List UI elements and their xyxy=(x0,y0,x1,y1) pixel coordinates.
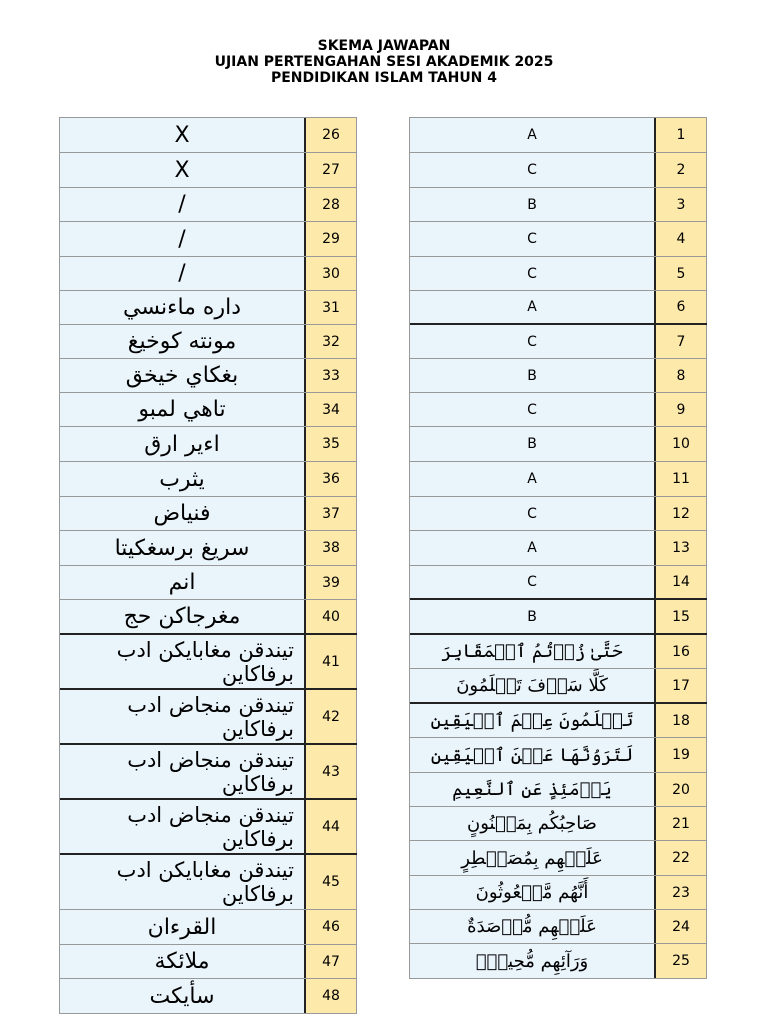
table-row xyxy=(60,979,357,1014)
answer-cell: تيندقن منجاض ادب برفاكاين xyxy=(127,802,294,851)
table-row xyxy=(60,855,357,910)
answer-cell: صَاحِبُكُم بِمَجۡنُونٍ xyxy=(410,807,656,840)
answer-cell: كَلَّا سَوۡفَ تَعۡلَمُونَ xyxy=(410,669,656,702)
table-row xyxy=(410,325,707,359)
answer-cell: B xyxy=(410,600,656,633)
table-row xyxy=(410,566,707,600)
answer-cell: C xyxy=(410,393,656,426)
answer-cell: C xyxy=(410,566,656,598)
table-row xyxy=(410,944,707,979)
question-number: 22 xyxy=(656,841,707,875)
doc-title: SKEMA JAWAPAN xyxy=(317,38,451,54)
table-row xyxy=(410,462,707,497)
answer-cell: B xyxy=(410,359,656,392)
question-number: 33 xyxy=(306,359,357,392)
table-row xyxy=(60,566,357,600)
answer-cell: X xyxy=(60,153,306,187)
answer-cell: A xyxy=(410,531,656,565)
answer-cell: اءير ارق xyxy=(60,427,306,461)
table-row xyxy=(60,531,357,566)
question-number: 48 xyxy=(306,979,357,1013)
table-row xyxy=(410,841,707,876)
question-number: 29 xyxy=(306,222,357,256)
question-number: 36 xyxy=(306,462,357,496)
answer-cell: عَلَيۡهِم بِمُصَيۡطِرٍ xyxy=(410,841,656,875)
question-number: 47 xyxy=(306,945,357,978)
question-number: 43 xyxy=(306,745,357,798)
answer-cell: داره ماءنسي xyxy=(60,291,306,324)
question-number: 30 xyxy=(306,257,357,290)
answer-cell: B xyxy=(410,188,656,221)
question-number: 5 xyxy=(656,257,707,290)
question-number: 19 xyxy=(656,738,707,772)
answer-table-left xyxy=(59,117,357,1014)
question-number: 31 xyxy=(306,291,357,324)
table-row xyxy=(60,291,357,325)
table-row xyxy=(410,188,707,222)
answer-cell: A xyxy=(410,462,656,496)
question-number: 4 xyxy=(656,222,707,256)
question-number: 3 xyxy=(656,188,707,221)
answer-cell: C xyxy=(410,497,656,530)
answer-cell: تَعۡلَمُونَ عِلۡمَ ٱلۡيَقِينِ xyxy=(410,704,656,737)
question-number: 8 xyxy=(656,359,707,392)
answer-cell: C xyxy=(410,257,656,290)
table-row xyxy=(410,773,707,807)
question-number: 15 xyxy=(656,600,707,633)
question-number: 16 xyxy=(656,635,707,668)
question-number: 28 xyxy=(306,188,357,221)
table-row xyxy=(410,635,707,669)
table-row xyxy=(410,600,707,635)
table-row xyxy=(410,222,707,257)
answer-cell: C xyxy=(410,222,656,256)
question-number: 13 xyxy=(656,531,707,565)
question-number: 35 xyxy=(306,427,357,461)
question-number: 21 xyxy=(656,807,707,840)
answer-cell: تاهي لمبو xyxy=(60,393,306,426)
question-number: 2 xyxy=(656,153,707,187)
table-row xyxy=(60,462,357,497)
answer-cell: مغرجاكن حج xyxy=(60,600,306,633)
answer-cell: ملائكة xyxy=(60,945,306,978)
table-row xyxy=(60,497,357,531)
question-number: 24 xyxy=(656,910,707,943)
table-row xyxy=(60,427,357,462)
question-number: 6 xyxy=(656,291,707,323)
table-row xyxy=(410,291,707,325)
answer-cell: أَنَّهُم مَّبۡعُوثُونَ xyxy=(410,876,656,909)
table-row xyxy=(60,393,357,427)
table-row xyxy=(60,153,357,188)
table-row xyxy=(410,118,707,153)
table-row xyxy=(60,188,357,222)
question-number: 42 xyxy=(306,690,357,743)
question-number: 40 xyxy=(306,600,357,633)
table-row xyxy=(410,531,707,566)
answer-cell: انم xyxy=(60,566,306,599)
answer-cell: / xyxy=(60,188,306,221)
table-row xyxy=(410,738,707,773)
answer-cell: A xyxy=(410,291,656,323)
answer-cell: تيندقن منجاض ادب برفاكاين xyxy=(127,692,294,741)
table-row xyxy=(60,359,357,393)
table-row xyxy=(60,635,357,690)
question-number: 12 xyxy=(656,497,707,530)
answer-cell: C xyxy=(410,325,656,358)
question-number: 39 xyxy=(306,566,357,599)
answer-cell: X xyxy=(60,118,306,152)
question-number: 1 xyxy=(656,118,707,152)
table-row xyxy=(410,669,707,704)
table-row xyxy=(410,497,707,531)
question-number: 32 xyxy=(306,325,357,358)
question-number: 10 xyxy=(656,427,707,461)
answer-cell: حَتَّىٰ زُرۡتُمُ ٱلۡمَقَابِرَ xyxy=(410,635,656,668)
answer-table-right xyxy=(409,117,707,979)
table-row xyxy=(60,325,357,359)
answer-cell: يثرب xyxy=(60,462,306,496)
table-row xyxy=(60,745,357,800)
table-row xyxy=(60,222,357,257)
table-row xyxy=(410,427,707,462)
doc-subtitle-exam: UJIAN PERTENGAHAN SESI AKADEMIK 2025 xyxy=(214,54,554,70)
table-row xyxy=(60,945,357,979)
answer-cell: C xyxy=(410,153,656,187)
question-number: 38 xyxy=(306,531,357,565)
answer-cell: وَرَآئِهِم مُّحِيطُۢ xyxy=(410,944,656,978)
table-row xyxy=(410,257,707,291)
answer-cell: سأيكت xyxy=(60,979,306,1013)
answer-cell: لَتَرَوُنَّهَا عَيۡنَ ٱلۡيَقِينِ xyxy=(410,738,656,772)
answer-cell: B xyxy=(410,427,656,461)
table-row xyxy=(60,118,357,153)
question-number: 34 xyxy=(306,393,357,426)
answer-cell: يَوۡمَئِذٍ عَنِ ٱلنَّعِيمِ xyxy=(410,773,656,806)
question-number: 18 xyxy=(656,704,707,737)
doc-subtitle-subject: PENDIDIKAN ISLAM TAHUN 4 xyxy=(270,70,498,86)
answer-cell: سريغ برسغكيتا xyxy=(60,531,306,565)
question-number: 44 xyxy=(306,800,357,853)
question-number: 25 xyxy=(656,944,707,978)
answer-cell: تيندقن مغابايكن ادب برفاكاين xyxy=(116,637,294,686)
table-row xyxy=(60,257,357,291)
answer-cell: / xyxy=(60,257,306,290)
table-row xyxy=(410,910,707,944)
answer-cell: A xyxy=(410,118,656,152)
question-number: 37 xyxy=(306,497,357,530)
question-number: 46 xyxy=(306,910,357,944)
answer-cell: مونته كوخيغ xyxy=(60,325,306,358)
table-row xyxy=(410,359,707,393)
question-number: 26 xyxy=(306,118,357,152)
question-number: 41 xyxy=(306,635,357,688)
question-number: 9 xyxy=(656,393,707,426)
question-number: 7 xyxy=(656,325,707,358)
table-row xyxy=(60,690,357,745)
document-header xyxy=(0,38,768,86)
answer-cell: / xyxy=(60,222,306,256)
question-number: 23 xyxy=(656,876,707,909)
question-number: 11 xyxy=(656,462,707,496)
answer-cell: تيندقن منجاض ادب برفاكاين xyxy=(127,747,294,796)
question-number: 20 xyxy=(656,773,707,806)
table-row xyxy=(410,876,707,910)
answer-cell: بغكاي خيخق xyxy=(60,359,306,392)
answer-cell: تيندقن مغابايكن ادب برفاكاين xyxy=(116,858,294,906)
table-row xyxy=(60,800,357,855)
table-row xyxy=(410,704,707,738)
table-row xyxy=(60,910,357,945)
question-number: 14 xyxy=(656,566,707,598)
answer-cell: القرءان xyxy=(60,910,306,944)
question-number: 27 xyxy=(306,153,357,187)
table-row xyxy=(60,600,357,635)
answer-cell: فنياض xyxy=(60,497,306,530)
question-number: 17 xyxy=(656,669,707,702)
question-number: 45 xyxy=(306,855,357,909)
table-row xyxy=(410,807,707,841)
table-row xyxy=(410,153,707,188)
answer-cell: عَلَيۡهِم مُّؤۡصَدَةٌ xyxy=(410,910,656,943)
table-row xyxy=(410,393,707,427)
